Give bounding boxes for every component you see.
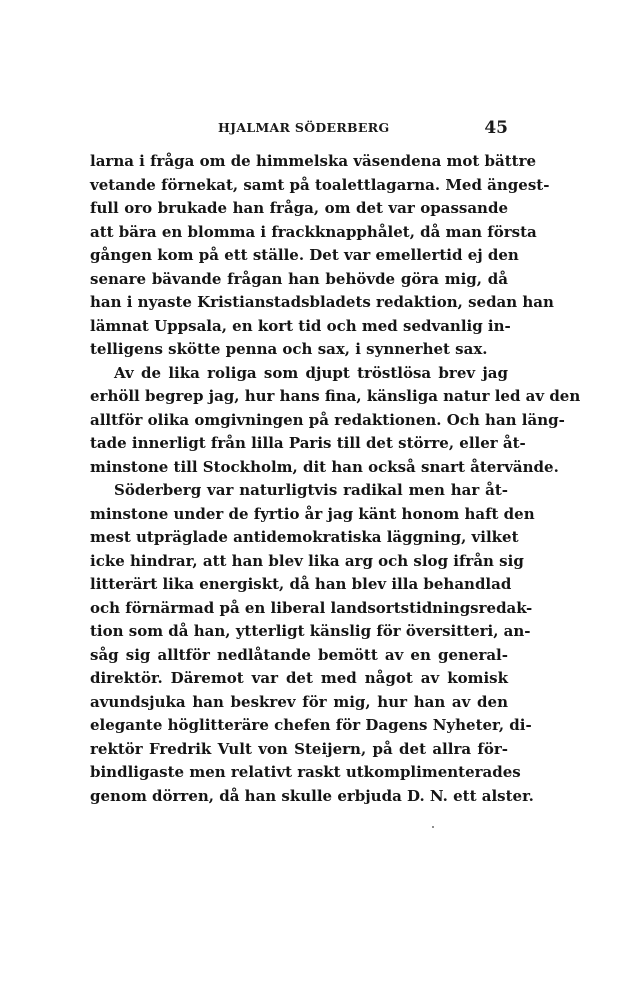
- text-line: minstone under de fyrtio år jag känt honom haft den: [90, 504, 535, 523]
- page-number: 45: [484, 118, 508, 138]
- text-line: och förnärmad på en liberal landsortstidningsredak-: [90, 598, 533, 617]
- text-line: icke hindrar, att han blev lika arg och slog ifrån sig: [90, 551, 524, 570]
- text-line: Av de lika roliga som djupt tröstlösa brev jag: [114, 363, 508, 382]
- text-line: han i nyaste Kristianstadsbladets redaktion, sedan han: [90, 293, 554, 311]
- text-line: genom dörren, då han skulle erbjuda D. N. ett alster.: [90, 786, 534, 805]
- running-title: HJALMAR SÖDERBERG: [218, 120, 390, 135]
- text-line: avundsjuka han beskrev för mig, hur han av den: [90, 692, 508, 711]
- text-line: vetande förnekat, samt på toalettlagarna. Med ängest-: [90, 175, 550, 194]
- text-line: telligens skötte penna och sax, i synnerhet sax.: [90, 340, 488, 358]
- text-line: senare bävande frågan han behövde göra mig, då: [90, 269, 508, 288]
- text-line: bindligaste men relativt raskt utkomplimenterades: [90, 763, 521, 781]
- text-line: rektör Fredrik Vult von Steijern, på det allra för-: [90, 739, 508, 758]
- paper-speck: [432, 826, 434, 828]
- text-line: tion som då han, ytterligt känslig för översitteri, an-: [90, 622, 531, 640]
- text-line: larna i fråga om de himmelska väsendena mot bättre: [90, 152, 537, 170]
- text-line: gången kom på ett ställe. Det var emellertid ej den: [90, 246, 519, 264]
- text-line: såg sig alltför nedlåtande bemött av en general-: [90, 645, 508, 664]
- text-line: litterärt lika energiskt, då han blev illa behandlad: [90, 575, 512, 593]
- text-line: lämnat Uppsala, en kort tid och med sedvanlig in-: [90, 316, 511, 335]
- text-line: mest utpräglade antidemokratiska läggning, vilket: [90, 528, 519, 546]
- text-line: full oro brukade han fråga, om det var opassande: [90, 199, 508, 217]
- text-line: tade innerligt från lilla Paris till det större, eller åt-: [90, 434, 526, 452]
- text-line: elegante höglitteräre chefen för Dagens Nyheter, di-: [90, 716, 532, 734]
- text-line: minstone till Stockholm, dit han också snart återvände.: [90, 457, 559, 476]
- text-line: erhöll begrep jag, hur hans fina, känsliga natur led av den: [90, 387, 581, 405]
- text-line: alltför olika omgivningen på redaktionen. Och han läng-: [90, 410, 565, 429]
- running-head: [90, 120, 508, 140]
- body-text: [90, 150, 581, 808]
- text-line: direktör. Däremot var det med något av komisk: [90, 669, 508, 687]
- text-line: att bära en blomma i frackknapphålet, då man första: [90, 222, 537, 241]
- text-line: Söderberg var naturligtvis radikal men har åt-: [114, 481, 508, 499]
